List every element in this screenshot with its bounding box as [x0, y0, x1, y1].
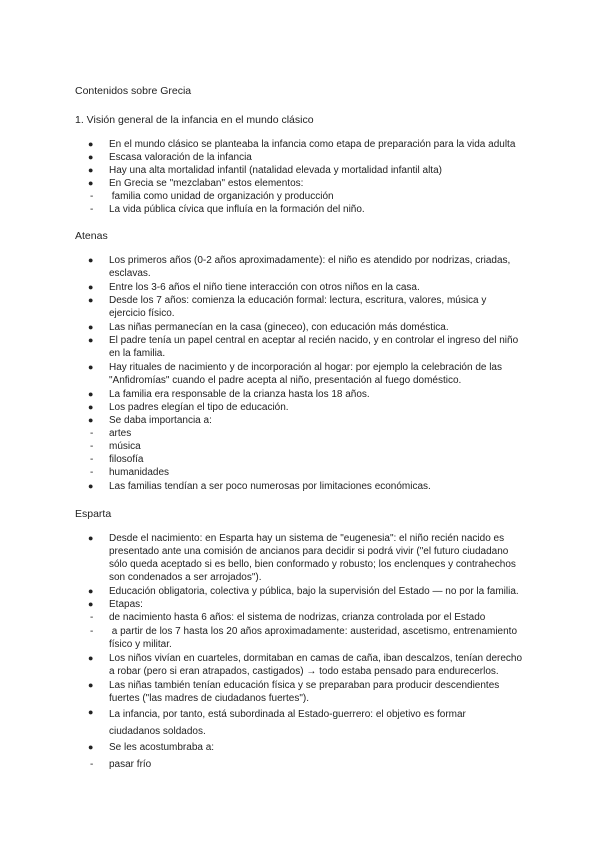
list-item: Etapas: — [109, 599, 143, 610]
bullet-marker: ● — [88, 599, 94, 609]
list-item: En el mundo clásico se planteaba la infancia como etapa de preparación para la vida adulta — [109, 139, 516, 150]
bullet-marker: ● — [88, 322, 94, 332]
list-item: Las niñas permanecían en la casa (gineceo), con educación más doméstica. — [109, 322, 449, 333]
list-item: Hay una alta mortalidad infantil (natalidad elevada y mortalidad infantil alta) — [109, 165, 442, 176]
dash-marker: - — [90, 428, 94, 439]
list-item: La infancia, por tanto, está subordinada al Estado-guerrero: el objetivo es formar ciudadanos soldados. — [109, 709, 466, 737]
list-item: Se daba importancia a: — [109, 415, 212, 426]
list-item: Los padres elegían el tipo de educación. — [109, 402, 289, 413]
section-heading-esparta: Esparta — [75, 508, 112, 520]
bullet-marker: ● — [88, 533, 94, 543]
bullet-marker: ● — [88, 586, 94, 596]
list-item: Las niñas también tenían educación física y se preparaban para producir descendientes fuertes ("las madres de ciudadanos fuertes"). — [109, 680, 500, 704]
bullet-marker: ● — [88, 707, 94, 717]
list-subitem: pasar frío — [109, 759, 152, 770]
bullet-marker: ● — [88, 680, 94, 690]
bullet-marker: ● — [88, 139, 94, 149]
list-item: El padre tenía un papel central en aceptar al recién nacido, y en controlar el ingreso del niño en la familia. — [109, 335, 519, 359]
list-item: Entre los 3-6 años el niño tiene interacción con otros niños en la casa. — [109, 282, 420, 293]
list-subitem: de nacimiento hasta 6 años: el sistema de nodrizas, crianza controlada por el Estado — [109, 612, 486, 623]
dash-marker: - — [90, 454, 94, 465]
bullet-marker: ● — [88, 402, 94, 412]
list-subitem: filosofía — [109, 454, 144, 465]
list-item: Desde los 7 años: comienza la educación formal: lectura, escritura, valores, música y ejercicio físico. — [109, 295, 487, 319]
bullet-marker: ● — [88, 152, 94, 162]
dash-marker: - — [90, 441, 94, 452]
section-heading-vision: 1. Visión general de la infancia en el mundo clásico — [75, 114, 314, 126]
bullet-marker: ● — [88, 165, 94, 175]
list-item: Se les acostumbraba a: — [109, 742, 215, 753]
dash-marker: - — [90, 191, 94, 202]
list-item: La familia era responsable de la crianza hasta los 18 años. — [109, 389, 370, 400]
bullet-marker: ● — [88, 362, 94, 372]
section-heading-atenas: Atenas — [75, 230, 108, 242]
list-subitem: artes — [109, 428, 132, 439]
bullet-marker: ● — [88, 653, 94, 663]
bullet-marker: ● — [88, 282, 94, 292]
list-subitem: humanidades — [109, 467, 170, 478]
list-item: Los niños vivían en cuarteles, dormitaban en camas de caña, iban descalzos, tenían derecho a robar (pero si eran atrapados, castigados) → todo estaba pensado para endurecerlos. — [109, 653, 523, 677]
list-subitem: familia como unidad de organización y producción — [109, 191, 334, 202]
list-subitem: La vida pública cívica que influía en la formación del niño. — [109, 204, 365, 215]
bullet-marker: ● — [88, 389, 94, 399]
dash-marker: - — [90, 626, 94, 637]
list-item: Hay rituales de nacimiento y de incorporación al hogar: por ejemplo la celebración de las "Anfidromías" cuando el padre acepta al niño, presentación al fuego doméstico. — [109, 362, 502, 386]
bullet-marker: ● — [88, 742, 94, 752]
dash-marker: - — [90, 467, 94, 478]
list-item: Las familias tendían a ser poco numerosas por limitaciones económicas. — [109, 481, 431, 492]
list-item: Desde el nacimiento: en Esparta hay un sistema de "eugenesia": el niño recién nacido es presentado ante una comisión de ancianos para decidir si podrá vivir ("el futuro ciudadano sólo queda aceptado si es bello, bien conformado y robusto; los enclenques y contrahechos son condenados a ser arrojados"). — [109, 533, 516, 583]
list-item: Educación obligatoria, colectiva y pública, bajo la supervisión del Estado — no por la familia. — [109, 586, 519, 597]
document-title: Contenidos sobre Grecia — [75, 85, 192, 97]
bullet-marker: ● — [88, 295, 94, 305]
list-item: Los primeros años (0-2 años aproximadamente): el niño es atendido por nodrizas, criadas, esclavas. — [109, 255, 511, 279]
bullet-marker: ● — [88, 481, 94, 491]
list-subitem: a partir de los 7 hasta los 20 años aproximadamente: austeridad, ascetismo, entrenamiento físico y militar. — [109, 626, 520, 650]
bullet-marker: ● — [88, 255, 94, 265]
dash-marker: - — [90, 204, 94, 215]
bullet-marker: ● — [88, 335, 94, 345]
list-subitem: música — [109, 441, 141, 452]
dash-marker: - — [90, 759, 94, 770]
list-item: En Grecia se "mezclaban" estos elementos: — [109, 178, 304, 189]
bullet-marker: ● — [88, 415, 94, 425]
list-item: Escasa valoración de la infancia — [109, 152, 252, 163]
bullet-marker: ● — [88, 178, 94, 188]
dash-marker: - — [90, 612, 94, 623]
